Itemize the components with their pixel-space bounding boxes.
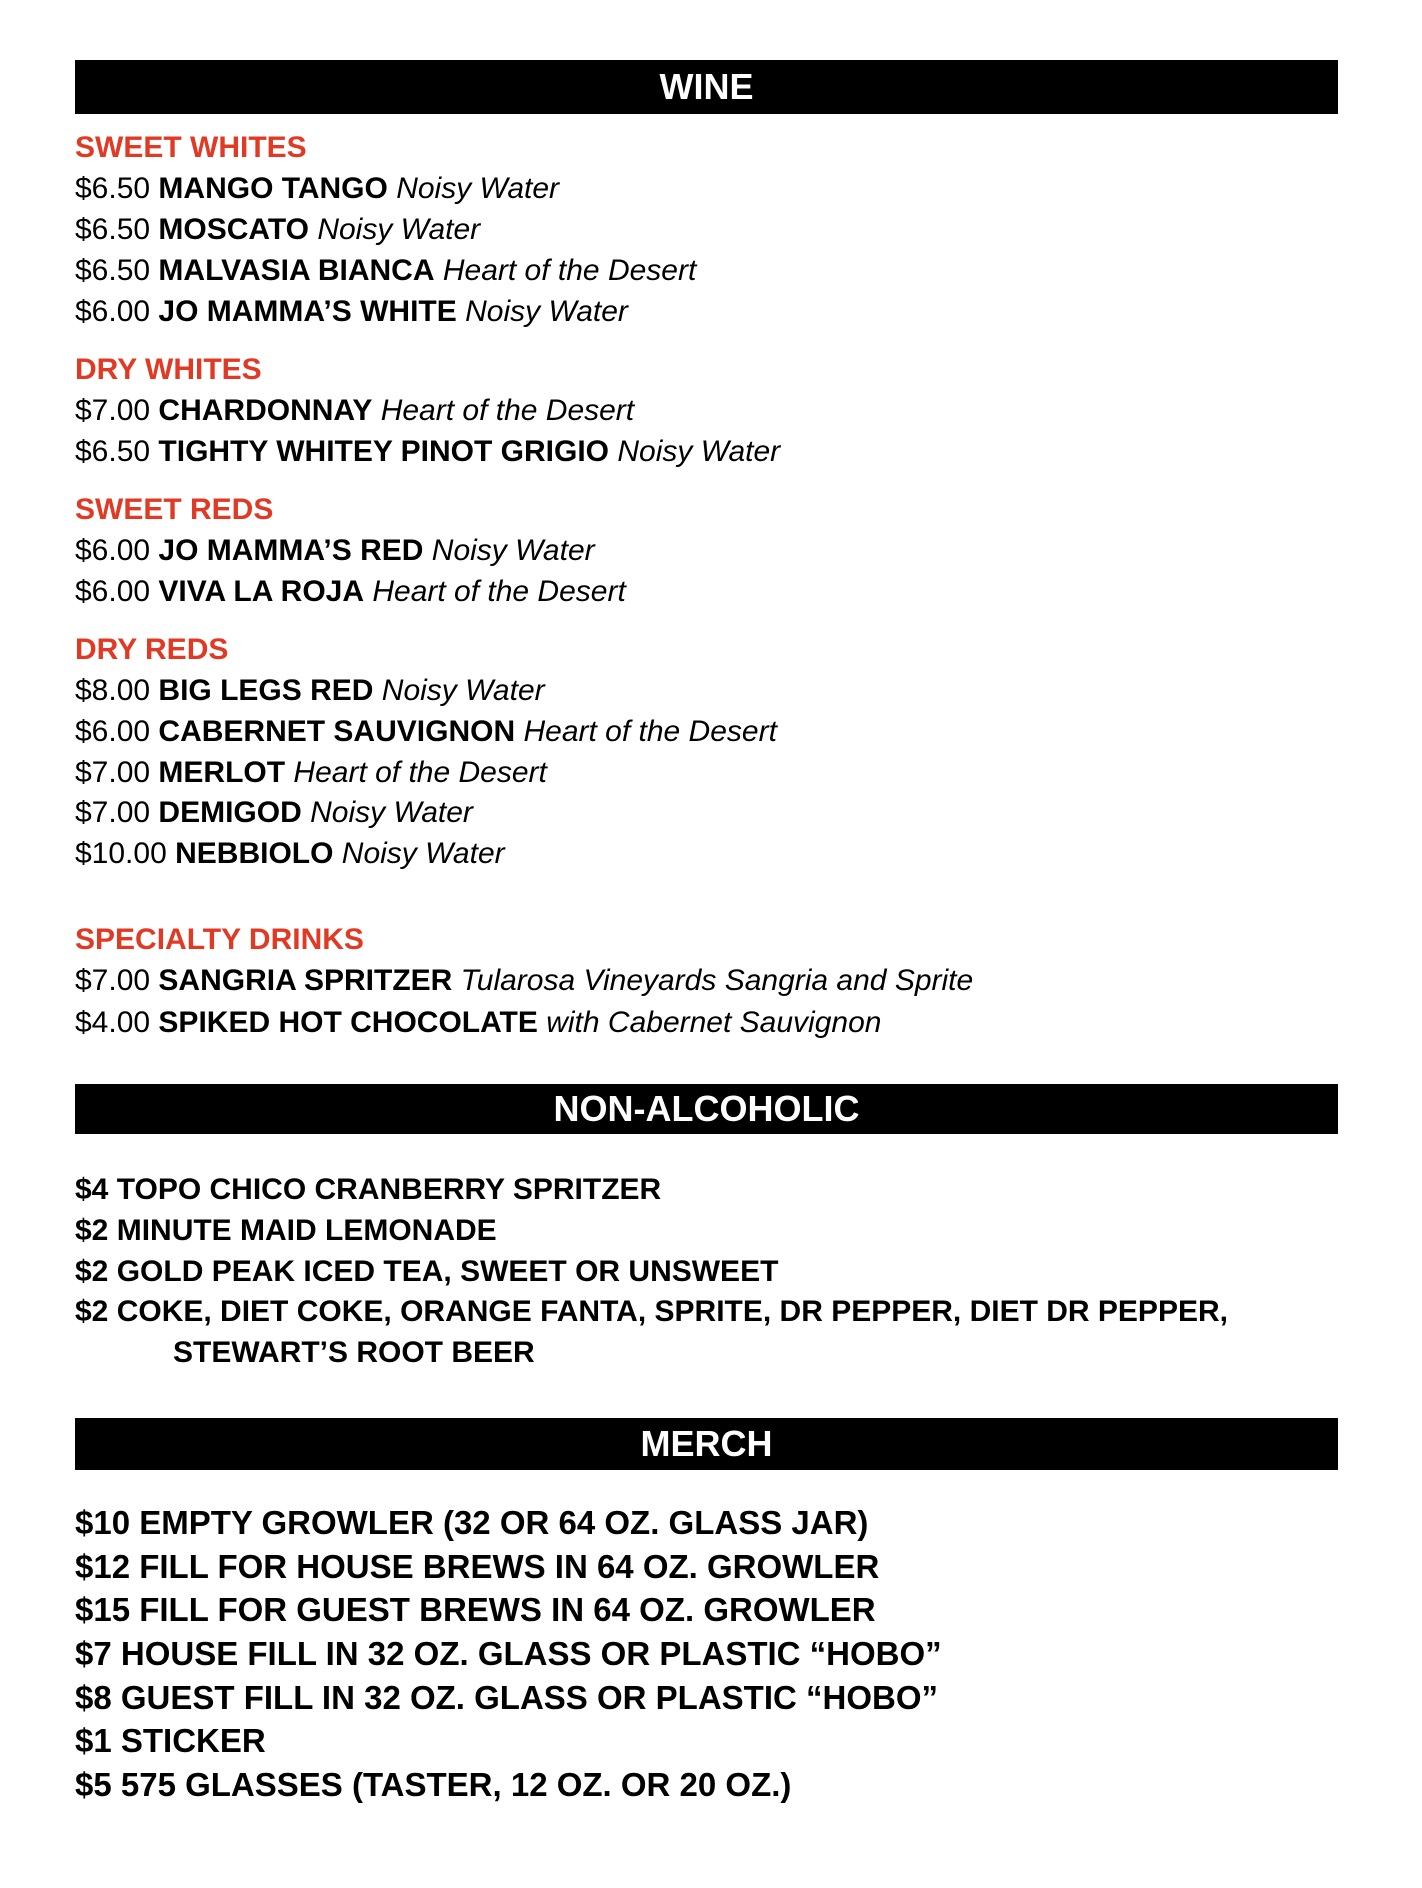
- wine-item: $6.50 MOSCATO Noisy Water: [75, 213, 481, 246]
- wine-item: $6.00 CABERNET SAUVIGNON Heart of the Desert: [75, 715, 777, 748]
- wine-item: $6.00 VIVA LA ROJA Heart of the Desert: [75, 575, 626, 608]
- wine-header-label: WINE: [659, 66, 754, 107]
- wine-item: $7.00 DEMIGOD Noisy Water: [75, 796, 473, 829]
- wine-item: $6.50 MALVASIA BIANCA Heart of the Desert: [75, 254, 697, 287]
- merch-section-header: [75, 1418, 1338, 1470]
- non-alcoholic-section-header: [75, 1084, 1338, 1134]
- merch-item: $10 EMPTY GROWLER (32 OR 64 OZ. GLASS JAR): [75, 1504, 869, 1541]
- merch-item: $8 GUEST FILL IN 32 OZ. GLASS OR PLASTIC “HOBO”: [75, 1679, 938, 1716]
- category-sweet-whites: SWEET WHITES: [75, 131, 307, 164]
- category-sweet-reds: SWEET REDS: [75, 493, 274, 526]
- wine-item: $4.00 SPIKED HOT CHOCOLATE with Cabernet Sauvignon: [75, 1006, 882, 1039]
- wine-item: $6.50 MANGO TANGO Noisy Water: [75, 172, 560, 205]
- merch-item: $12 FILL FOR HOUSE BREWS IN 64 OZ. GROWLER: [75, 1548, 880, 1585]
- wine-item: $6.50 TIGHTY WHITEY PINOT GRIGIO Noisy Water: [75, 435, 781, 468]
- non-alcoholic-item: $4 TOPO CHICO CRANBERRY SPRITZER: [75, 1173, 662, 1206]
- wine-item: $7.00 CHARDONNAY Heart of the Desert: [75, 394, 635, 427]
- non-alcoholic-item: $2 GOLD PEAK ICED TEA, SWEET OR UNSWEET: [75, 1255, 779, 1288]
- wine-item: $10.00 NEBBIOLO Noisy Water: [75, 837, 505, 870]
- category-dry-whites: DRY WHITES: [75, 353, 262, 386]
- merch-item: $5 575 GLASSES (TASTER, 12 OZ. OR 20 OZ.): [75, 1766, 792, 1803]
- wine-section-header: [75, 60, 1338, 114]
- wine-item: $8.00 BIG LEGS RED Noisy Water: [75, 674, 545, 707]
- wine-item: $7.00 SANGRIA SPRITZER Tularosa Vineyards Sangria and Sprite: [75, 964, 974, 997]
- merch-item: $1 STICKER: [75, 1722, 266, 1759]
- wine-item: $6.00 JO MAMMA’S WHITE Noisy Water: [75, 295, 628, 328]
- merch-item: $15 FILL FOR GUEST BREWS IN 64 OZ. GROWLER: [75, 1591, 876, 1628]
- merch-item: $7 HOUSE FILL IN 32 OZ. GLASS OR PLASTIC “HOBO”: [75, 1635, 942, 1672]
- wine-item: $7.00 MERLOT Heart of the Desert: [75, 756, 547, 789]
- non-alcoholic-item-continued: STEWART’S ROOT BEER: [173, 1336, 535, 1369]
- non-alcoholic-item: $2 COKE, DIET COKE, ORANGE FANTA, SPRITE, DR PEPPER, DIET DR PEPPER,: [75, 1295, 1228, 1328]
- category-dry-reds: DRY REDS: [75, 633, 229, 666]
- merch-header-label: MERCH: [640, 1423, 773, 1464]
- non-alcoholic-header-label: NON-ALCOHOLIC: [553, 1088, 860, 1129]
- non-alcoholic-item: $2 MINUTE MAID LEMONADE: [75, 1214, 497, 1247]
- wine-item: $6.00 JO MAMMA’S RED Noisy Water: [75, 534, 595, 567]
- category-specialty-drinks: SPECIALTY DRINKS: [75, 923, 364, 956]
